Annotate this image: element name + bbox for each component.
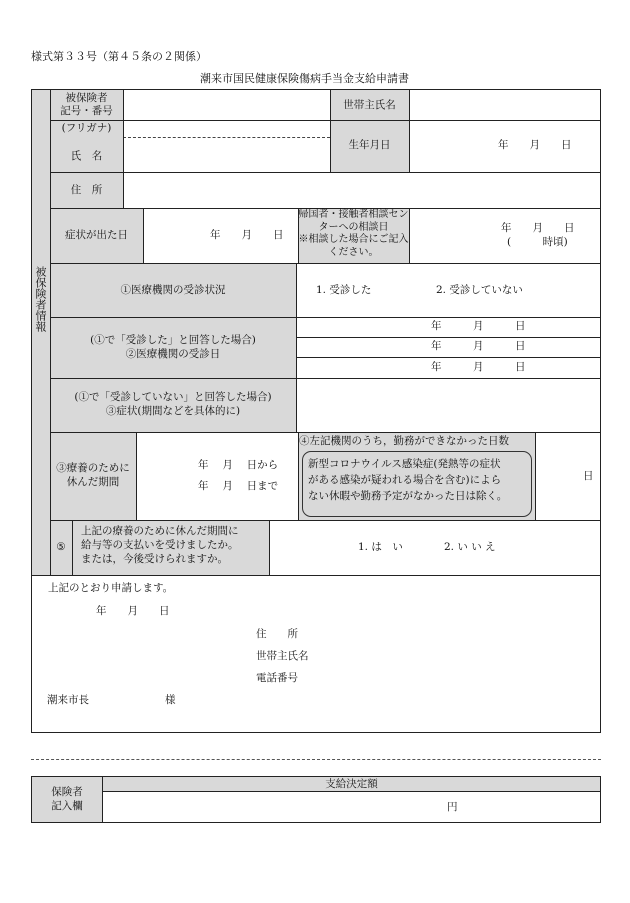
applicant-section-bar: [32, 90, 50, 575]
addressee: 潮来市長: [47, 694, 89, 706]
furigana-field[interactable]: [124, 121, 329, 136]
q5-label: 上記の療養のために休んだ期間に: [81, 525, 239, 537]
consult-date-label: 帰国者・接触者相談セン: [298, 209, 409, 220]
declaration-date[interactable]: 年 月 日: [96, 605, 170, 617]
q5-number: ⑤: [56, 541, 66, 553]
cut-line: [31, 759, 601, 760]
q4-days-field[interactable]: 日: [583, 470, 594, 482]
household-head-label: 世帯主氏名: [343, 99, 396, 111]
applicant-phone-label: 電話番号: [256, 672, 298, 684]
address-field[interactable]: [124, 173, 599, 207]
symptom-onset-label: 症状が出た日: [65, 229, 128, 241]
q5-option-yes[interactable]: 1. は い: [358, 541, 403, 553]
applicant-address-label: 住 所: [256, 628, 298, 640]
q2-date-2[interactable]: 年 月 日: [431, 340, 526, 352]
q2-date-3[interactable]: 年 月 日: [431, 361, 526, 373]
rest-period-to[interactable]: 年 月 日まで: [198, 480, 279, 492]
q4-label: ④左記機関のうち，勤務ができなかった日数: [299, 435, 509, 447]
q3-label: (①で「受診していない」と回答した場合): [74, 391, 272, 403]
applicant-name-label: 世帯主氏名: [256, 650, 309, 662]
q1-option-not-visited[interactable]: 2. 受診していない: [436, 284, 523, 296]
address-label: 住 所: [70, 184, 103, 196]
applicant-section-label: 被保険者情報: [34, 266, 47, 332]
declaration-statement: 上記のとおり申請します。: [48, 582, 174, 594]
insured-number-label: 被保険者: [65, 92, 108, 104]
q1-option-visited[interactable]: 1. 受診した: [316, 284, 372, 296]
amount-field[interactable]: 円: [447, 801, 458, 813]
q3-symptom-field[interactable]: [297, 379, 599, 431]
addressee-honorific: 様: [165, 694, 176, 706]
symptom-onset-field[interactable]: 年 月 日: [210, 229, 284, 241]
name-label: 氏 名: [70, 150, 103, 162]
q2-label: (①で「受診した」と回答した場合): [90, 334, 256, 346]
name-field[interactable]: [124, 139, 329, 171]
household-head-field[interactable]: [410, 91, 599, 119]
q4-note: 新型コロナウイルス感染症(発熱等の症状: [308, 458, 501, 470]
form-title: 潮来市国民健康保険傷病手当金支給申請書: [200, 72, 409, 85]
q5-option-no[interactable]: 2. い い え: [444, 541, 496, 553]
rest-period-label: ③療養のために: [56, 462, 130, 474]
birth-date-field[interactable]: 年 月 日: [498, 139, 572, 151]
rest-period-from[interactable]: 年 月 日から: [198, 459, 279, 471]
furigana-label: (フリガナ): [61, 122, 112, 134]
q1-label: ①医療機関の受診状況: [120, 284, 226, 296]
insured-number-field[interactable]: [124, 91, 329, 119]
consult-date-field[interactable]: 年 月 日: [501, 222, 575, 234]
amount-label: 支給決定額: [325, 778, 378, 790]
q2-date-1[interactable]: 年 月 日: [431, 320, 526, 332]
form-number: 様式第３３号（第４５条の２関係）: [31, 50, 207, 63]
consult-time-field[interactable]: ( 時頃): [507, 236, 568, 248]
birth-date-label: 生年月日: [348, 139, 391, 151]
insurer-label: 保険者: [51, 786, 83, 798]
